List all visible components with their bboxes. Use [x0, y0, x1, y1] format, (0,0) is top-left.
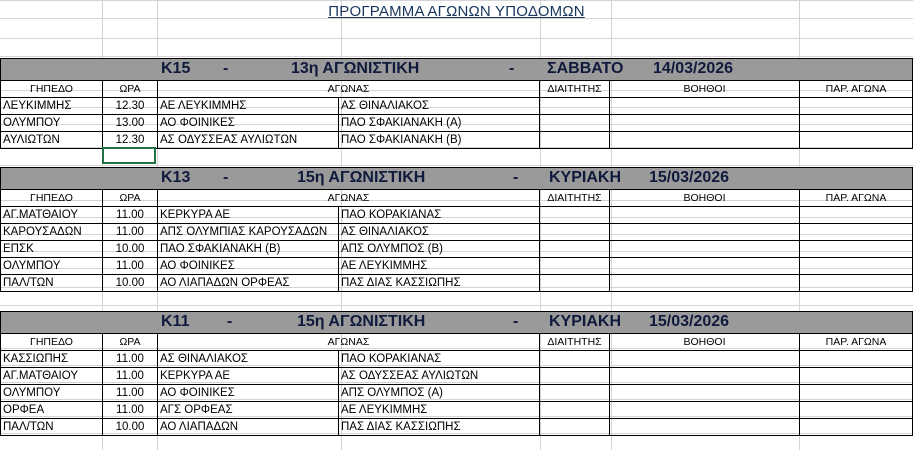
table-row — [1, 98, 913, 115]
observer-cell[interactable] — [800, 385, 913, 402]
observer-cell[interactable] — [800, 98, 913, 115]
table-row — [1, 402, 913, 419]
assistants-cell[interactable] — [610, 368, 800, 385]
time-cell[interactable]: 11.00 — [103, 368, 158, 385]
home-team-cell[interactable]: ΑΟ ΛΙΑΠΑΔΩΝ — [158, 419, 339, 436]
referee-cell[interactable] — [540, 115, 610, 132]
fixtures-table — [0, 189, 913, 292]
header-time[interactable]: ΩΡΑ — [103, 81, 158, 98]
referee-cell[interactable] — [540, 402, 610, 419]
observer-cell[interactable] — [800, 275, 913, 292]
header-referee[interactable]: ΔΙΑΙΤΗΤΗΣ — [540, 81, 610, 98]
home-team-cell[interactable]: ΚΕΡΚΥΡΑ ΑΕ — [158, 368, 339, 385]
referee-cell[interactable] — [540, 275, 610, 292]
table-row — [1, 258, 913, 275]
away-team-cell[interactable]: ΑΣ ΘΙΝΑΛΙΑΚΟΣ — [339, 224, 540, 241]
stadium-cell[interactable]: ΑΓ.ΜΑΤΘΑΙΟΥ — [1, 368, 103, 385]
stadium-cell[interactable]: ΟΛΥΜΠΟΥ — [1, 385, 103, 402]
observer-cell[interactable] — [800, 351, 913, 368]
header-assistants[interactable]: ΒΟΗΘΟΙ — [610, 81, 800, 98]
stadium-cell[interactable]: ΑΥΛΙΩΤΩΝ — [1, 132, 103, 149]
header-time[interactable]: ΩΡΑ — [103, 334, 158, 351]
table-row — [1, 207, 913, 224]
day-label: ΚΥΡΙΑΚΗ — [549, 313, 622, 330]
stadium-cell[interactable]: ΛΕΥΚΙΜΜΗΣ — [1, 98, 103, 115]
stadium-cell[interactable]: ΟΡΦΕΑ — [1, 402, 103, 419]
time-cell[interactable]: 11.00 — [103, 385, 158, 402]
time-cell[interactable]: 10.00 — [103, 419, 158, 436]
time-cell[interactable]: 10.00 — [103, 275, 158, 292]
time-cell[interactable]: 12.30 — [103, 98, 158, 115]
away-team-cell[interactable]: ΑΕ ΛΕΥΚΙΜΜΗΣ — [339, 258, 540, 275]
page-title: ΠΡΟΓΡΑΜΜΑ ΑΓΩΝΩΝ ΥΠΟΔΟΜΩΝ — [328, 3, 585, 20]
away-team-cell[interactable]: ΑΣ ΟΔΥΣΣΕΑΣ ΑΥΛΙΩΤΩΝ — [339, 368, 540, 385]
observer-cell[interactable] — [800, 258, 913, 275]
section-banner — [0, 311, 913, 334]
gridline — [0, 165, 913, 166]
home-team-cell[interactable]: ΑΕ ΛΕΥΚΙΜΜΗΣ — [158, 98, 339, 115]
away-team-cell[interactable]: ΠΑΟ ΣΦΑΚΙΑΝΑΚΗ (Α) — [339, 115, 540, 132]
time-cell[interactable]: 13.00 — [103, 115, 158, 132]
home-team-cell[interactable]: ΑΓΣ ΟΡΦΕΑΣ — [158, 402, 339, 419]
home-team-cell[interactable]: ΑΣ ΘΙΝΑΛΙΑΚΟΣ — [158, 351, 339, 368]
day-label: ΚΥΡΙΑΚΗ — [549, 169, 622, 186]
time-cell[interactable]: 11.00 — [103, 258, 158, 275]
away-team-cell[interactable]: ΠΑΟ ΚΟΡΑΚΙΑΝΑΣ — [339, 351, 540, 368]
header-observer[interactable]: ΠΑΡ. ΑΓΩΝΑ — [800, 81, 913, 98]
dash: - — [223, 169, 229, 186]
category-label: Κ15 — [161, 60, 191, 77]
header-assistants[interactable]: ΒΟΗΘΟΙ — [610, 190, 800, 207]
round-label: 13η ΑΓΩΝΙΣΤΙΚΗ — [291, 60, 420, 77]
assistants-cell[interactable] — [610, 115, 800, 132]
stadium-cell[interactable]: ΕΠΣΚ — [1, 241, 103, 258]
observer-cell[interactable] — [800, 368, 913, 385]
home-team-cell[interactable]: ΑΟ ΛΙΑΠΑΔΩΝ ΟΡΦΕΑΣ — [158, 275, 339, 292]
round-label: 15η ΑΓΩΝΙΣΤΙΚΗ — [297, 169, 426, 186]
header-matches[interactable]: ΑΓΩΝΑΣ — [158, 81, 540, 98]
away-team-cell[interactable]: ΠΑΣ ΔΙΑΣ ΚΑΣΣΙΩΠΗΣ — [339, 275, 540, 292]
home-team-cell[interactable]: ΚΕΡΚΥΡΑ ΑΕ — [158, 207, 339, 224]
selected-cell[interactable] — [102, 147, 156, 164]
referee-cell[interactable] — [540, 224, 610, 241]
time-cell[interactable]: 11.00 — [103, 351, 158, 368]
stadium-cell[interactable]: ΚΑΣΣΙΩΠΗΣ — [1, 351, 103, 368]
gridline — [0, 38, 913, 39]
assistants-cell[interactable] — [610, 385, 800, 402]
assistants-cell[interactable] — [610, 402, 800, 419]
referee-cell[interactable] — [540, 385, 610, 402]
away-team-cell[interactable]: ΑΠΣ ΟΛΥΜΠΟΣ (Β) — [339, 241, 540, 258]
away-team-cell[interactable]: ΠΑΣ ΔΙΑΣ ΚΑΣΣΙΩΠΗΣ — [339, 419, 540, 436]
header-stadium[interactable]: ΓΗΠΕΔΟ — [1, 81, 103, 98]
header-row — [1, 81, 913, 98]
gridline — [0, 56, 913, 57]
observer-cell[interactable] — [800, 402, 913, 419]
section-banner — [0, 58, 913, 81]
referee-cell[interactable] — [540, 207, 610, 224]
table-row — [1, 275, 913, 292]
observer-cell[interactable] — [800, 241, 913, 258]
date-label: 15/03/2026 — [649, 169, 730, 186]
gridline — [0, 0, 913, 1]
observer-cell[interactable] — [800, 224, 913, 241]
observer-cell[interactable] — [800, 207, 913, 224]
assistants-cell[interactable] — [610, 241, 800, 258]
referee-cell[interactable] — [540, 258, 610, 275]
away-team-cell[interactable]: ΠΑΟ ΣΦΑΚΙΑΝΑΚΗ (Β) — [339, 132, 540, 149]
dash: - — [513, 313, 519, 330]
assistants-cell[interactable] — [610, 98, 800, 115]
away-team-cell[interactable]: ΑΕ ΛΕΥΚΙΜΜΗΣ — [339, 402, 540, 419]
home-team-cell[interactable]: ΑΣ ΟΔΥΣΣΕΑΣ ΑΥΛΙΩΤΩΝ — [158, 132, 339, 149]
table-row — [1, 115, 913, 132]
header-stadium[interactable]: ΓΗΠΕΔΟ — [1, 190, 103, 207]
referee-cell[interactable] — [540, 419, 610, 436]
date-label: 15/03/2026 — [649, 313, 730, 330]
time-cell[interactable]: 11.00 — [103, 207, 158, 224]
dash: - — [223, 60, 229, 77]
header-matches[interactable]: ΑΓΩΝΑΣ — [158, 190, 540, 207]
table-row — [1, 241, 913, 258]
home-team-cell[interactable]: ΠΑΟ ΣΦΑΚΙΑΝΑΚΗ (Β) — [158, 241, 339, 258]
dash: - — [509, 60, 515, 77]
table-row — [1, 419, 913, 436]
time-cell[interactable]: 10.00 — [103, 241, 158, 258]
assistants-cell[interactable] — [610, 351, 800, 368]
stadium-cell[interactable]: ΟΛΥΜΠΟΥ — [1, 258, 103, 275]
home-team-cell[interactable]: ΑΟ ΦΟΙΝΙΚΕΣ — [158, 385, 339, 402]
header-time[interactable]: ΩΡΑ — [103, 190, 158, 207]
dash: - — [513, 169, 519, 186]
category-label: Κ11 — [161, 313, 190, 330]
fixtures-table — [0, 333, 913, 436]
category-label: Κ13 — [161, 169, 191, 186]
assistants-cell[interactable] — [610, 132, 800, 149]
assistants-cell[interactable] — [610, 207, 800, 224]
table-row — [1, 351, 913, 368]
table-row — [1, 132, 913, 149]
time-cell[interactable]: 11.00 — [103, 402, 158, 419]
time-cell[interactable]: 12.30 — [103, 132, 158, 149]
assistants-cell[interactable] — [610, 224, 800, 241]
stadium-cell[interactable]: ΠΑΛ/ΤΩΝ — [1, 419, 103, 436]
header-stadium[interactable]: ΓΗΠΕΔΟ — [1, 334, 103, 351]
observer-cell[interactable] — [800, 115, 913, 132]
stadium-cell[interactable]: ΑΓ.ΜΑΤΘΑΙΟΥ — [1, 207, 103, 224]
fixtures-table — [0, 80, 913, 149]
home-team-cell[interactable]: ΑΠΣ ΟΛΥΜΠΙΑΣ ΚΑΡΟΥΣΑΔΩΝ — [158, 224, 339, 241]
stadium-cell[interactable]: ΚΑΡΟΥΣΑΔΩΝ — [1, 224, 103, 241]
home-team-cell[interactable]: ΑΟ ΦΟΙΝΙΚΕΣ — [158, 258, 339, 275]
header-row — [1, 334, 913, 351]
stadium-cell[interactable]: ΟΛΥΜΠΟΥ — [1, 115, 103, 132]
stadium-cell[interactable]: ΠΑΛ/ΤΩΝ — [1, 275, 103, 292]
gridline — [0, 305, 913, 306]
header-assistants[interactable]: ΒΟΗΘΟΙ — [610, 334, 800, 351]
assistants-cell[interactable] — [610, 275, 800, 292]
home-team-cell[interactable]: ΑΟ ΦΟΙΝΙΚΕΣ — [158, 115, 339, 132]
away-team-cell[interactable]: ΑΣ ΘΙΝΑΛΙΑΚΟΣ — [339, 98, 540, 115]
header-referee[interactable]: ΔΙΑΙΤΗΤΗΣ — [540, 190, 610, 207]
header-referee[interactable]: ΔΙΑΙΤΗΤΗΣ — [540, 334, 610, 351]
header-observer[interactable]: ΠΑΡ. ΑΓΩΝΑ — [800, 190, 913, 207]
observer-cell[interactable] — [800, 132, 913, 149]
dash: - — [227, 313, 233, 330]
away-team-cell[interactable]: ΠΑΟ ΚΟΡΑΚΙΑΝΑΣ — [339, 207, 540, 224]
assistants-cell[interactable] — [610, 419, 800, 436]
away-team-cell[interactable]: ΑΠΣ ΟΛΥΜΠΟΣ (Α) — [339, 385, 540, 402]
date-label: 14/03/2026 — [653, 60, 734, 77]
table-row — [1, 368, 913, 385]
table-row — [1, 224, 913, 241]
section-banner — [0, 167, 913, 190]
header-observer[interactable]: ΠΑΡ. ΑΓΩΝΑ — [800, 334, 913, 351]
header-row — [1, 190, 913, 207]
time-cell[interactable]: 11.00 — [103, 224, 158, 241]
assistants-cell[interactable] — [610, 258, 800, 275]
round-label: 15η ΑΓΩΝΙΣΤΙΚΗ — [297, 313, 426, 330]
referee-cell[interactable] — [540, 241, 610, 258]
referee-cell[interactable] — [540, 368, 610, 385]
day-label: ΣΑΒΒΑΤΟ — [547, 60, 624, 77]
table-row — [1, 385, 913, 402]
referee-cell[interactable] — [540, 132, 610, 149]
header-matches[interactable]: ΑΓΩΝΑΣ — [158, 334, 540, 351]
referee-cell[interactable] — [540, 98, 610, 115]
observer-cell[interactable] — [800, 419, 913, 436]
referee-cell[interactable] — [540, 351, 610, 368]
